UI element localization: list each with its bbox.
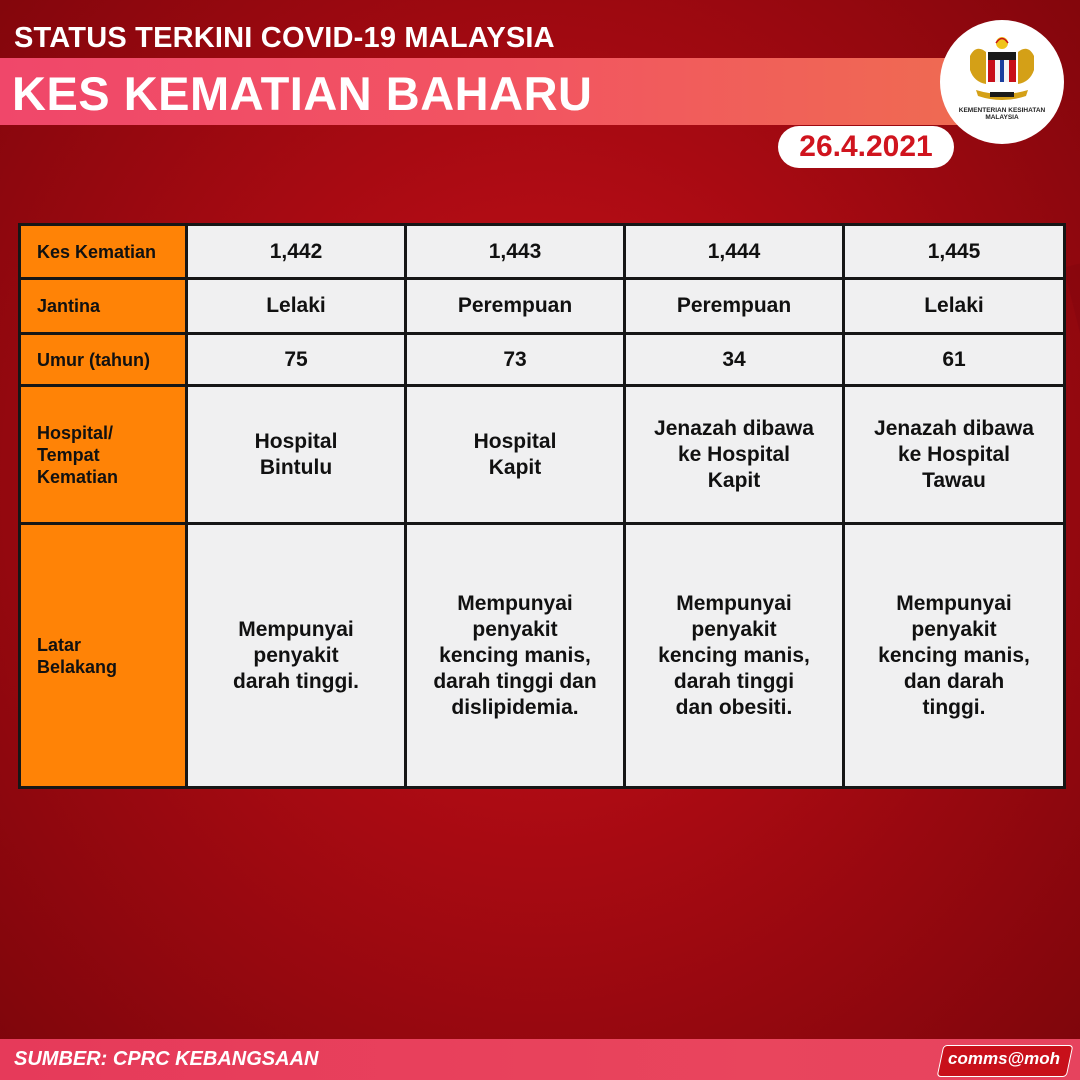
hospital-cell: Jenazah dibawa ke Hospital Tawau: [844, 386, 1065, 524]
table-row: [20, 524, 1065, 788]
age-cell: 75: [187, 334, 406, 386]
case-number-cell: 1,445: [844, 225, 1065, 279]
age-cell: 61: [844, 334, 1065, 386]
page-title: KES KEMATIAN BAHARU: [12, 67, 593, 120]
gender-cell: Lelaki: [844, 279, 1065, 334]
date-badge: 26.4.2021: [778, 126, 954, 168]
age-cell: 73: [406, 334, 625, 386]
gender-cell: Perempuan: [406, 279, 625, 334]
gender-cell: Perempuan: [625, 279, 844, 334]
row-label-hospital: Hospital/ Tempat Kematian: [20, 386, 187, 524]
coat-of-arms-icon: [962, 34, 1042, 106]
source-credit: SUMBER: CPRC KEBANGSAAN: [14, 1048, 319, 1070]
case-number-cell: 1,442: [187, 225, 406, 279]
death-cases-table: [18, 223, 1066, 789]
case-number-cell: 1,444: [625, 225, 844, 279]
table-row: [20, 386, 1065, 524]
row-label-gender: Jantina: [20, 279, 187, 334]
ministry-logo: [940, 20, 1064, 144]
row-label-background: Latar Belakang: [20, 524, 187, 788]
table-row: [20, 334, 1065, 386]
logo-caption: KEMENTERIAN KESIHATAN MALAYSIA: [958, 107, 1046, 121]
background-cell: Mempunyai penyakit kencing manis, darah tinggi dan dislipidemia.: [406, 524, 625, 788]
table-row: [20, 279, 1065, 334]
table-row: [20, 225, 1065, 279]
hospital-cell: Hospital Bintulu: [187, 386, 406, 524]
page-subtitle: STATUS TERKINI COVID-19 MALAYSIA: [14, 22, 555, 54]
age-cell: 34: [625, 334, 844, 386]
footer-tag-text: comms@moh: [948, 1049, 1060, 1068]
gender-cell: Lelaki: [187, 279, 406, 334]
row-label-case-no: Kes Kematian: [20, 225, 187, 279]
hospital-cell: Jenazah dibawa ke Hospital Kapit: [625, 386, 844, 524]
hospital-cell: Hospital Kapit: [406, 386, 625, 524]
row-label-age: Umur (tahun): [20, 334, 187, 386]
background-cell: Mempunyai penyakit kencing manis, dan darah tinggi.: [844, 524, 1065, 788]
background-cell: Mempunyai penyakit darah tinggi.: [187, 524, 406, 788]
case-number-cell: 1,443: [406, 225, 625, 279]
background-cell: Mempunyai penyakit kencing manis, darah tinggi dan obesiti.: [625, 524, 844, 788]
